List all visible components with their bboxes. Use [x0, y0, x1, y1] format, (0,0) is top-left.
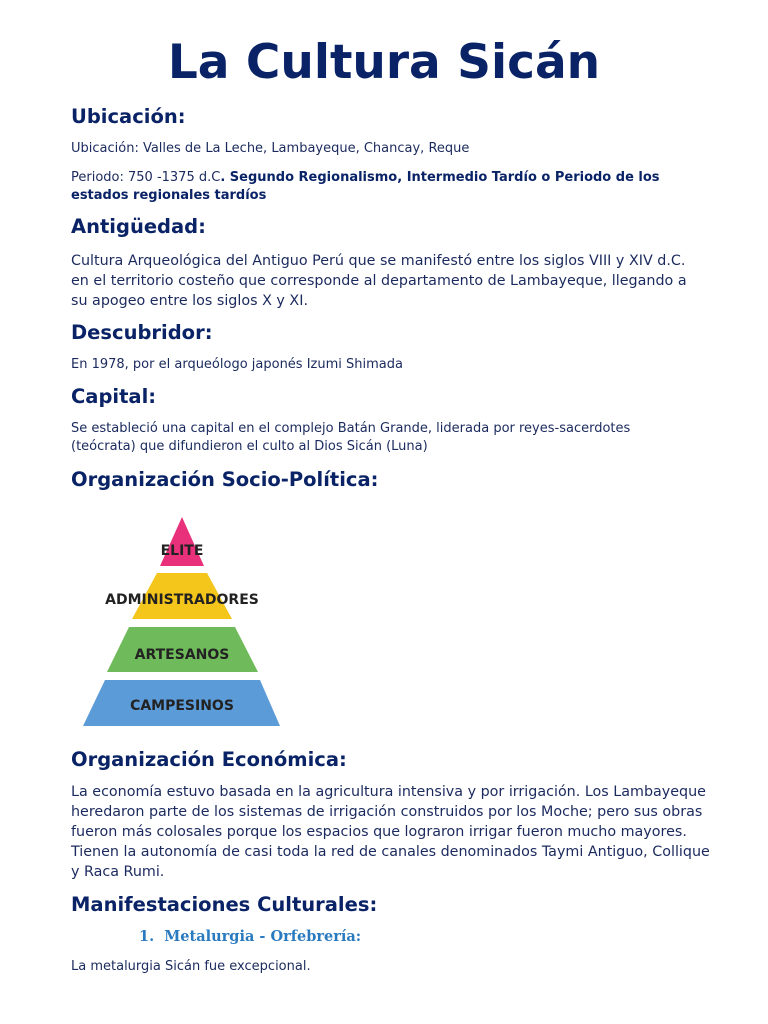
pyramid-label-administradores: ADMINISTRADORES [105, 592, 259, 608]
capital-text: Se estableció una capital en el complejo Batán Grande, liderada por reyes-sacerdotes (teócrata) que difundieron el culto al Dios Sicán (Luna) [71, 421, 631, 454]
list-label: Metalurgia - Orfebrería: [164, 928, 362, 945]
organizacion-economica-text: La economía estuvo basada en la agricultura intensiva y por irrigación. Los Lambayeque heredaron parte de los sistemas de irrigación construidos por los Moche; pero sus obras fueron más colosales porque los espacios que lograron irrigar fueron mucho mayores. Tienen la autonomía de casi toda la red de canales denominados Taymi Antiguo, Collique y Raca Rumi. [71, 784, 710, 880]
list-item-metalurgia [139, 927, 361, 947]
heading-ubicacion: Ubicación: [71, 105, 186, 128]
antiguedad-text: Cultura Arqueológica del Antiguo Perú que se manifestó entre los siglos VIII y XIV d.C. en el territorio costeño que corresponde al departamento de Lambayeque, llegando a su apogeo entre los siglos X y XI. [71, 253, 687, 309]
pyramid-label-elite: ELITE [160, 543, 204, 559]
pyramid-label-artesanos: ARTESANOS [134, 647, 230, 663]
descubridor-text: En 1978, por el arqueólogo japonés Izumi Shimada [71, 357, 403, 372]
heading-manifestaciones-culturales: Manifestaciones Culturales: [71, 893, 378, 916]
heading-descubridor: Descubridor: [71, 321, 213, 344]
heading-antiguedad: Antigüedad: [71, 215, 206, 238]
ubicacion-text: Ubicación: Valles de La Leche, Lambayeque, Chancay, Reque [71, 141, 470, 156]
heading-organizacion-socio-politica: Organización Socio-Política: [71, 468, 379, 491]
list-number: 1. [139, 928, 155, 945]
periodo-text [71, 169, 711, 205]
page-title: La Cultura Sicán [167, 35, 601, 90]
social-pyramid-diagram [80, 512, 290, 730]
heading-capital: Capital: [71, 385, 157, 408]
heading-organizacion-economica: Organización Económica: [71, 748, 347, 771]
periodo-description: . Segundo Regionalismo, Intermedio Tardío o Periodo de los estados regionales tardíos [71, 170, 660, 203]
pyramid-label-campesinos: CAMPESINOS [130, 698, 234, 714]
metalurgia-text: La metalurgia Sicán fue excepcional. [71, 959, 311, 974]
periodo-label: Periodo: 750 -1375 d.C [71, 170, 221, 185]
